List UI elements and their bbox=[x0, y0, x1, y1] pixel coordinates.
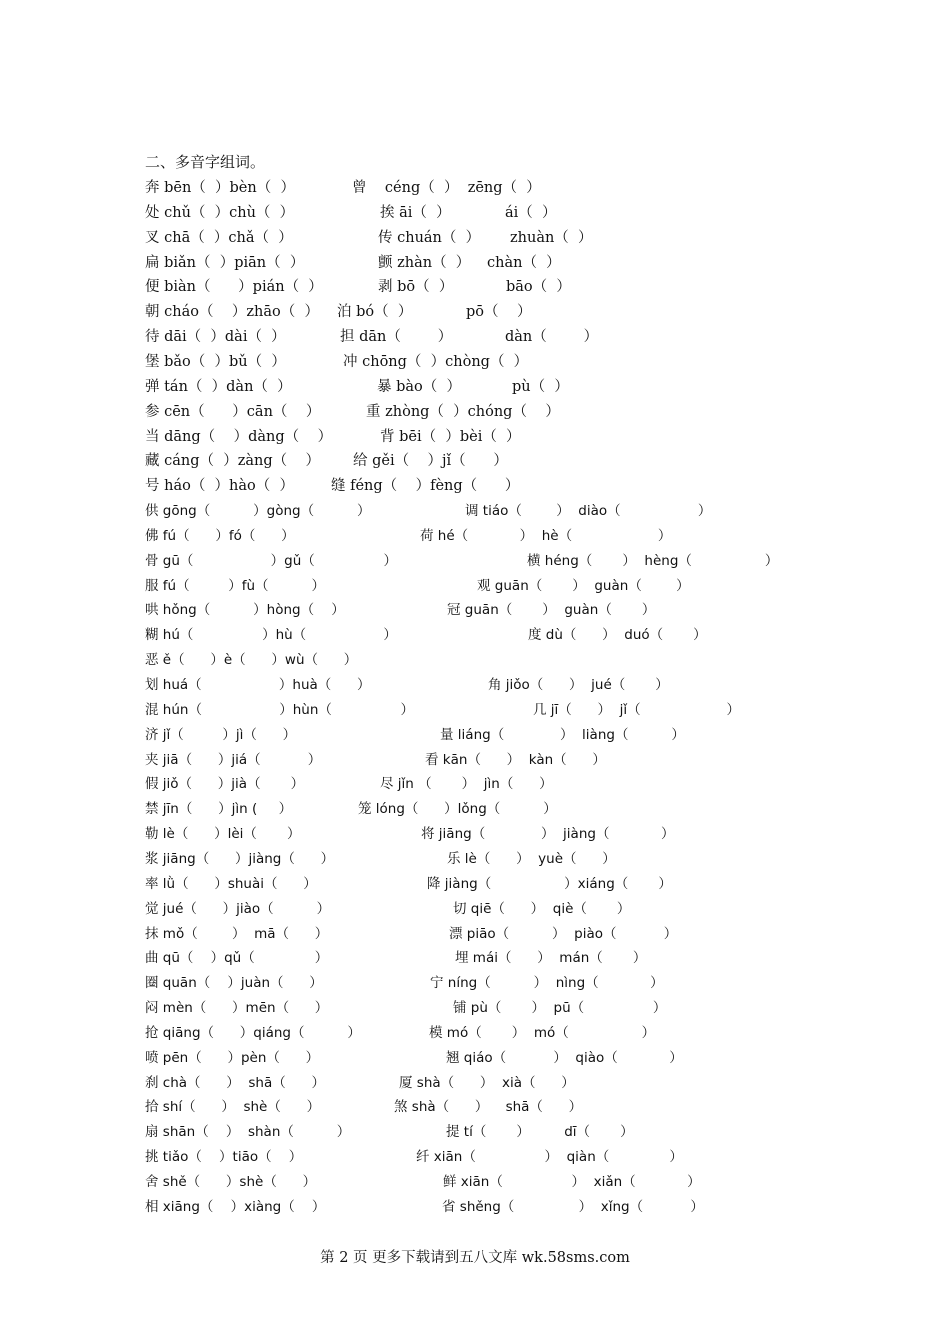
polyphone-entry: 佛 fú（ ）fó（ ） bbox=[145, 527, 295, 544]
polyphone-entry: 挨 āi（ ） bbox=[380, 204, 451, 221]
polyphone-row bbox=[0, 251, 950, 275]
polyphone-entry: 提 tí（ ） dī（ ） bbox=[446, 1124, 634, 1141]
polyphone-entry: 奔 bēn（ ）bèn（ ） bbox=[145, 180, 295, 196]
polyphone-row bbox=[0, 350, 950, 374]
polyphone-entry: 模 mó（ ） mó（ ） bbox=[429, 1024, 656, 1041]
polyphone-entry: 号 háo（ ）hào（ ） bbox=[145, 478, 294, 495]
polyphone-entry: 供 gōng（ ）gòng（ ） bbox=[145, 503, 371, 520]
polyphone-entry: 暴 bào（ ） bbox=[377, 378, 461, 395]
polyphone-entry: 觉 jué（ ）jiào（ ） bbox=[145, 900, 331, 917]
polyphone-row bbox=[0, 1021, 950, 1045]
polyphone-entry: 服 fú（ ）fù（ ） bbox=[145, 577, 325, 594]
polyphone-row bbox=[0, 897, 950, 921]
polyphone-entry: 冲 chōng（ ）chòng（ ） bbox=[343, 353, 529, 370]
polyphone-row bbox=[0, 375, 950, 399]
polyphone-row bbox=[0, 499, 950, 523]
polyphone-entry: 藏 cáng（ ）zàng（ ） bbox=[145, 453, 321, 470]
polyphone-entry: 划 huá（ ）huà（ ） bbox=[145, 677, 371, 693]
polyphone-row bbox=[0, 201, 950, 225]
polyphone-entry: 曲 qū（ ）qǔ（ ） bbox=[145, 950, 329, 967]
polyphone-entry: 哄 hǒng（ ）hòng（ ） bbox=[145, 602, 345, 619]
polyphone-entry: 剥 bō（ ） bbox=[378, 279, 454, 296]
polyphone-entry: 浆 jiāng（ ）jiàng（ ） bbox=[145, 850, 335, 867]
polyphone-entry: 笼 lóng（ ）lǒng（ ） bbox=[358, 801, 557, 818]
polyphone-entry: 调 tiáo（ ） diào（ ） bbox=[465, 503, 712, 520]
polyphone-entry: 颤 zhàn（ ） bbox=[378, 254, 471, 271]
polyphone-row bbox=[0, 1145, 950, 1169]
polyphone-row bbox=[0, 1120, 950, 1144]
polyphone-entry: pù（ ） bbox=[512, 378, 569, 395]
polyphone-entry: 参 cēn（ ）cān（ ） bbox=[145, 403, 321, 420]
polyphone-entry: pō（ ） bbox=[466, 304, 532, 321]
polyphone-entry: 缝 féng（ ）fèng（ ） bbox=[331, 478, 520, 495]
polyphone-entry: 横 héng（ ） hèng（ ） bbox=[527, 552, 779, 569]
polyphone-entry: 鲜 xiān（ ） xiǎn（ ） bbox=[443, 1174, 701, 1190]
polyphone-entry: 背 bēi（ ）bèi（ ） bbox=[380, 428, 521, 445]
polyphone-entry: 糊 hú（ ）hù（ ） bbox=[145, 627, 397, 644]
polyphone-entry: 宁 níng（ ） nìng（ ） bbox=[430, 975, 664, 992]
polyphone-entry: 度 dù（ ） duó（ ） bbox=[528, 627, 707, 644]
polyphone-entry: 切 qiē（ ） qiè（ ） bbox=[453, 900, 631, 917]
polyphone-entry: 挑 tiǎo（ ）tiāo（ ） bbox=[145, 1149, 303, 1166]
polyphone-row bbox=[0, 872, 950, 896]
polyphone-entry: chàn（ ） bbox=[487, 254, 561, 271]
polyphone-row bbox=[0, 623, 950, 647]
polyphone-row bbox=[0, 300, 950, 324]
polyphone-entry: 乐 lè（ ） yuè（ ） bbox=[447, 850, 616, 867]
page-footer: 第 2 页 更多下载请到五八文库 wk.58sms.com bbox=[320, 1250, 630, 1266]
polyphone-entry: 纤 xiān（ ） qiàn（ ） bbox=[416, 1149, 683, 1166]
polyphone-entry: 当 dāng（ ）dàng（ ） bbox=[145, 428, 333, 445]
polyphone-row bbox=[0, 524, 950, 548]
polyphone-entry: 便 biàn（ ）pián（ ） bbox=[145, 279, 323, 296]
polyphone-row bbox=[0, 1195, 950, 1219]
polyphone-entry: 舍 shě（ ）shè（ ） bbox=[145, 1174, 317, 1190]
polyphone-entry: 曾 céng（ ） zēng（ ） bbox=[352, 180, 541, 196]
polyphone-row bbox=[0, 922, 950, 946]
polyphone-entry: 喷 pēn（ ）pèn（ ） bbox=[145, 1049, 320, 1066]
polyphone-entry: 传 chuán（ ） bbox=[378, 229, 481, 246]
polyphone-entry: 泊 bó（ ） bbox=[337, 304, 413, 321]
polyphone-row bbox=[0, 673, 950, 697]
polyphone-entry: 混 hún（ ）hùn（ ） bbox=[145, 701, 415, 718]
polyphone-entry: 待 dāi（ ）dài（ ） bbox=[145, 329, 286, 346]
polyphone-entry: 尽 jǐn （ ） jìn（ ） bbox=[380, 776, 553, 793]
polyphone-row bbox=[0, 598, 950, 622]
polyphone-entry: 给 gěi（ ）jǐ（ ） bbox=[353, 453, 508, 470]
polyphone-entry: 抹 mǒ（ ） mā（ ） bbox=[145, 925, 329, 942]
polyphone-entry: 翘 qiáo（ ） qiào（ ） bbox=[446, 1049, 683, 1066]
polyphone-row bbox=[0, 971, 950, 995]
polyphone-row bbox=[0, 996, 950, 1020]
polyphone-entry: 刹 chà（ ） shā（ ） bbox=[145, 1074, 325, 1091]
polyphone-row bbox=[0, 847, 950, 871]
polyphone-row bbox=[0, 400, 950, 424]
polyphone-entry: 荷 hé（ ） hè（ ） bbox=[420, 527, 672, 544]
polyphone-entry: 拾 shí（ ） shè（ ） bbox=[145, 1099, 321, 1116]
polyphone-entry: 恶 ě（ ）è（ ）wù（ ） bbox=[145, 652, 358, 669]
polyphone-row bbox=[0, 1095, 950, 1119]
polyphone-row bbox=[0, 1071, 950, 1095]
polyphone-entry: 重 zhòng（ ）chóng（ ） bbox=[366, 403, 560, 420]
polyphone-row bbox=[0, 648, 950, 672]
polyphone-row bbox=[0, 797, 950, 821]
polyphone-row bbox=[0, 698, 950, 722]
polyphone-entry: 堡 bǎo（ ）bǔ（ ） bbox=[145, 353, 286, 370]
polyphone-entry: 降 jiàng（ ）xiáng（ ） bbox=[427, 875, 672, 892]
polyphone-entry: 观 guān（ ） guàn（ ） bbox=[477, 577, 690, 594]
polyphone-entry: 济 jǐ（ ）jì（ ） bbox=[145, 726, 297, 743]
polyphone-entry: 夹 jiā（ ）jiá（ ） bbox=[145, 751, 322, 768]
polyphone-row bbox=[0, 748, 950, 772]
polyphone-entry: 埋 mái（ ） mán（ ） bbox=[455, 950, 647, 967]
polyphone-entry: 几 jī（ ） jǐ（ ） bbox=[533, 701, 740, 718]
polyphone-entry: 扁 biǎn（ ）piān（ ） bbox=[145, 254, 305, 271]
polyphone-row bbox=[0, 425, 950, 449]
polyphone-row bbox=[0, 226, 950, 250]
polyphone-entry: 将 jiāng（ ） jiàng（ ） bbox=[421, 826, 675, 843]
polyphone-entry: 闷 mèn（ ）mēn（ ） bbox=[145, 1000, 329, 1017]
polyphone-entry: 抢 qiāng（ ）qiáng（ ） bbox=[145, 1024, 361, 1041]
polyphone-row bbox=[0, 822, 950, 846]
polyphone-entry: 禁 jīn（ ）jìn ( ） bbox=[145, 801, 293, 818]
polyphone-entry: zhuàn（ ） bbox=[510, 229, 593, 246]
polyphone-row bbox=[0, 176, 950, 200]
polyphone-row bbox=[0, 723, 950, 747]
polyphone-entry: 朝 cháo（ ）zhāo（ ） bbox=[145, 304, 319, 321]
polyphone-entry: 率 lǜ（ ）shuài（ ） bbox=[145, 875, 317, 892]
polyphone-entry: 骨 gū（ ）gǔ（ ） bbox=[145, 552, 397, 569]
polyphone-entry: bāo（ ） bbox=[506, 279, 571, 296]
polyphone-entry: 圈 quān（ ）juàn（ ） bbox=[145, 975, 323, 992]
polyphone-row bbox=[0, 549, 950, 573]
polyphone-entry: 叉 chā（ ）chǎ（ ） bbox=[145, 229, 293, 246]
polyphone-entry: 角 jiǒo（ ） jué（ ） bbox=[488, 677, 669, 693]
polyphone-entry: 量 liáng（ ） liàng（ ） bbox=[440, 726, 685, 743]
polyphone-entry: 扇 shān（ ） shàn（ ） bbox=[145, 1124, 351, 1141]
polyphone-row bbox=[0, 574, 950, 598]
polyphone-row bbox=[0, 325, 950, 349]
polyphone-entry: 煞 shà（ ） shā（ ） bbox=[394, 1099, 583, 1116]
polyphone-row bbox=[0, 1046, 950, 1070]
polyphone-row bbox=[0, 772, 950, 796]
polyphone-entry: 看 kān（ ） kàn（ ） bbox=[425, 751, 606, 768]
polyphone-entry: 担 dān（ ） bbox=[340, 329, 453, 346]
polyphone-entry: ái（ ） bbox=[505, 204, 557, 221]
polyphone-entry: 弹 tán（ ）dàn（ ） bbox=[145, 378, 292, 395]
polyphone-entry: 漂 piāo（ ） piào（ ） bbox=[449, 925, 678, 942]
polyphone-entry: 省 shěng（ ） xǐng（ ） bbox=[442, 1198, 704, 1215]
section-heading: 二、多音字组词。 bbox=[145, 153, 266, 171]
polyphone-entry: dàn（ ） bbox=[505, 329, 599, 346]
polyphone-entry: 冠 guān（ ） guàn（ ） bbox=[447, 602, 656, 619]
polyphone-row bbox=[0, 275, 950, 299]
polyphone-entry: 假 jiǒ（ ）jià（ ） bbox=[145, 776, 305, 793]
polyphone-entry: 相 xiāng（ ）xiàng（ ） bbox=[145, 1198, 326, 1215]
polyphone-row bbox=[0, 449, 950, 473]
polyphone-entry: 勒 lè（ ）lèi（ ） bbox=[145, 826, 301, 843]
polyphone-row bbox=[0, 474, 950, 498]
polyphone-entry: 铺 pù（ ） pū（ ） bbox=[453, 1000, 667, 1017]
polyphone-entry: 处 chǔ（ ）chù（ ） bbox=[145, 204, 295, 221]
polyphone-row bbox=[0, 1170, 950, 1194]
polyphone-row bbox=[0, 946, 950, 970]
polyphone-entry: 厦 shà（ ） xià（ ） bbox=[399, 1074, 575, 1091]
